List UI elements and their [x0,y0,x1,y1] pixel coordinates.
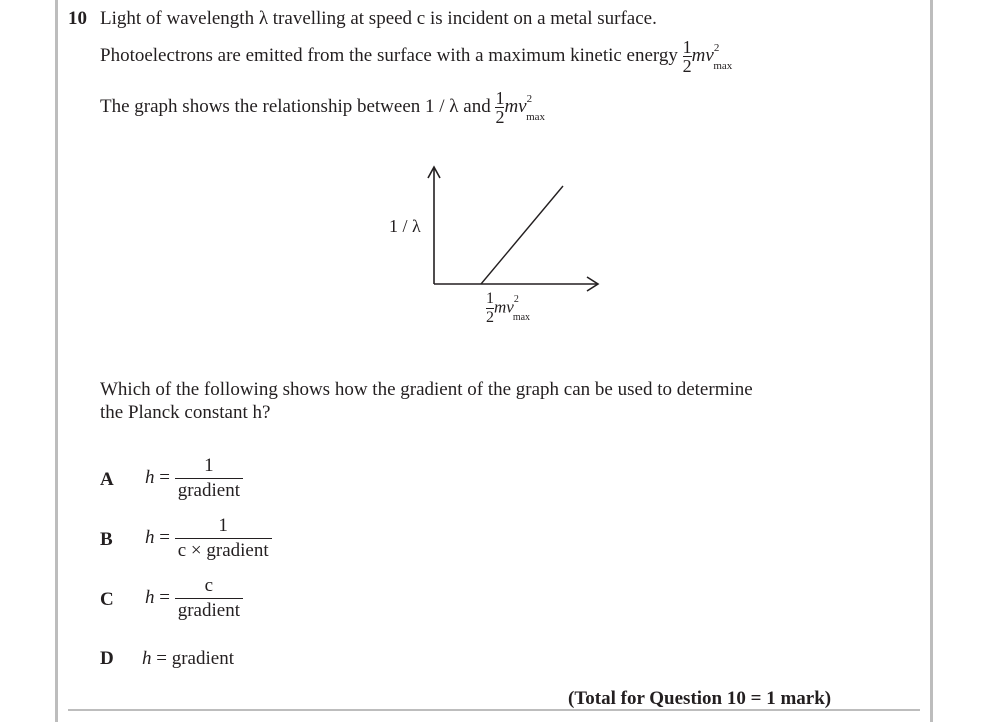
fraction-numerator: 1 [495,88,505,108]
h-symbol: h [145,526,155,548]
power-2: 2 [713,41,720,54]
power-2: 2 [513,294,519,306]
question-number: 10 [68,8,87,29]
option-c-formula [145,574,243,623]
graph-line [481,186,563,284]
max-subscript: max [526,110,546,123]
option-numerator: 1 [218,515,228,536]
option-d-letter[interactable]: D [100,648,114,669]
line2-text: Photoelectrons are emitted from the surface with a maximum kinetic energy [100,44,678,66]
equals-sign: = [156,648,167,669]
line3-text: The graph shows the relationship between 1 / λ and [100,95,491,117]
total-marks: (Total for Question 10 = 1 mark) [568,688,832,709]
option-fraction [175,574,243,623]
fraction-denominator: 2 [682,56,692,76]
h-symbol: h [142,648,152,669]
fraction-numerator: 1 [682,37,692,57]
h-symbol: h [145,466,155,488]
max-subscript: max [512,312,531,324]
y-axis-arrowhead [428,167,440,178]
option-b-formula [145,514,272,563]
option-numerator: c [204,575,214,596]
h-symbol: h [145,586,155,608]
option-a-letter[interactable]: A [100,469,114,490]
mv-symbol: mv [494,297,514,317]
option-rhs: gradient [171,648,234,669]
equals-sign: = [159,586,170,608]
x-axis-arrowhead [587,277,598,291]
option-denominator: gradient [175,598,243,623]
prompt-line-1: Which of the following shows how the gradient of the graph can be used to determine [100,379,753,400]
max-subscript: max [713,59,733,72]
y-axis-label: 1 / λ [389,216,421,236]
mv-symbol: mv [691,44,714,66]
fraction-denominator: 2 [486,309,494,326]
option-numerator: 1 [204,455,214,476]
fraction-numerator: 1 [486,290,494,307]
option-c-letter[interactable]: C [100,589,114,610]
power-2: 2 [526,92,533,105]
fraction-denominator: 2 [495,107,505,127]
bottom-rule [68,709,920,711]
question-line-3 [100,89,545,126]
option-b-letter[interactable]: B [100,529,113,550]
page-border-left [55,0,58,722]
option-fraction [175,454,243,503]
option-d-formula [142,648,234,670]
x-axis-label [486,290,530,327]
question-line-2 [100,38,732,75]
option-fraction [175,514,272,563]
page-border-right [930,0,933,722]
mv-symbol: mv [504,95,527,117]
prompt-line-2: the Planck constant h? [100,402,271,423]
option-denominator: gradient [175,478,243,503]
option-a-formula [145,454,243,503]
equals-sign: = [159,526,170,548]
question-intro: Light of wavelength λ travelling at speed c is incident on a metal surface. [100,8,657,29]
option-denominator: c × gradient [175,538,272,563]
half-fraction [486,290,494,327]
equals-sign: = [159,466,170,488]
half-fraction [683,38,692,75]
